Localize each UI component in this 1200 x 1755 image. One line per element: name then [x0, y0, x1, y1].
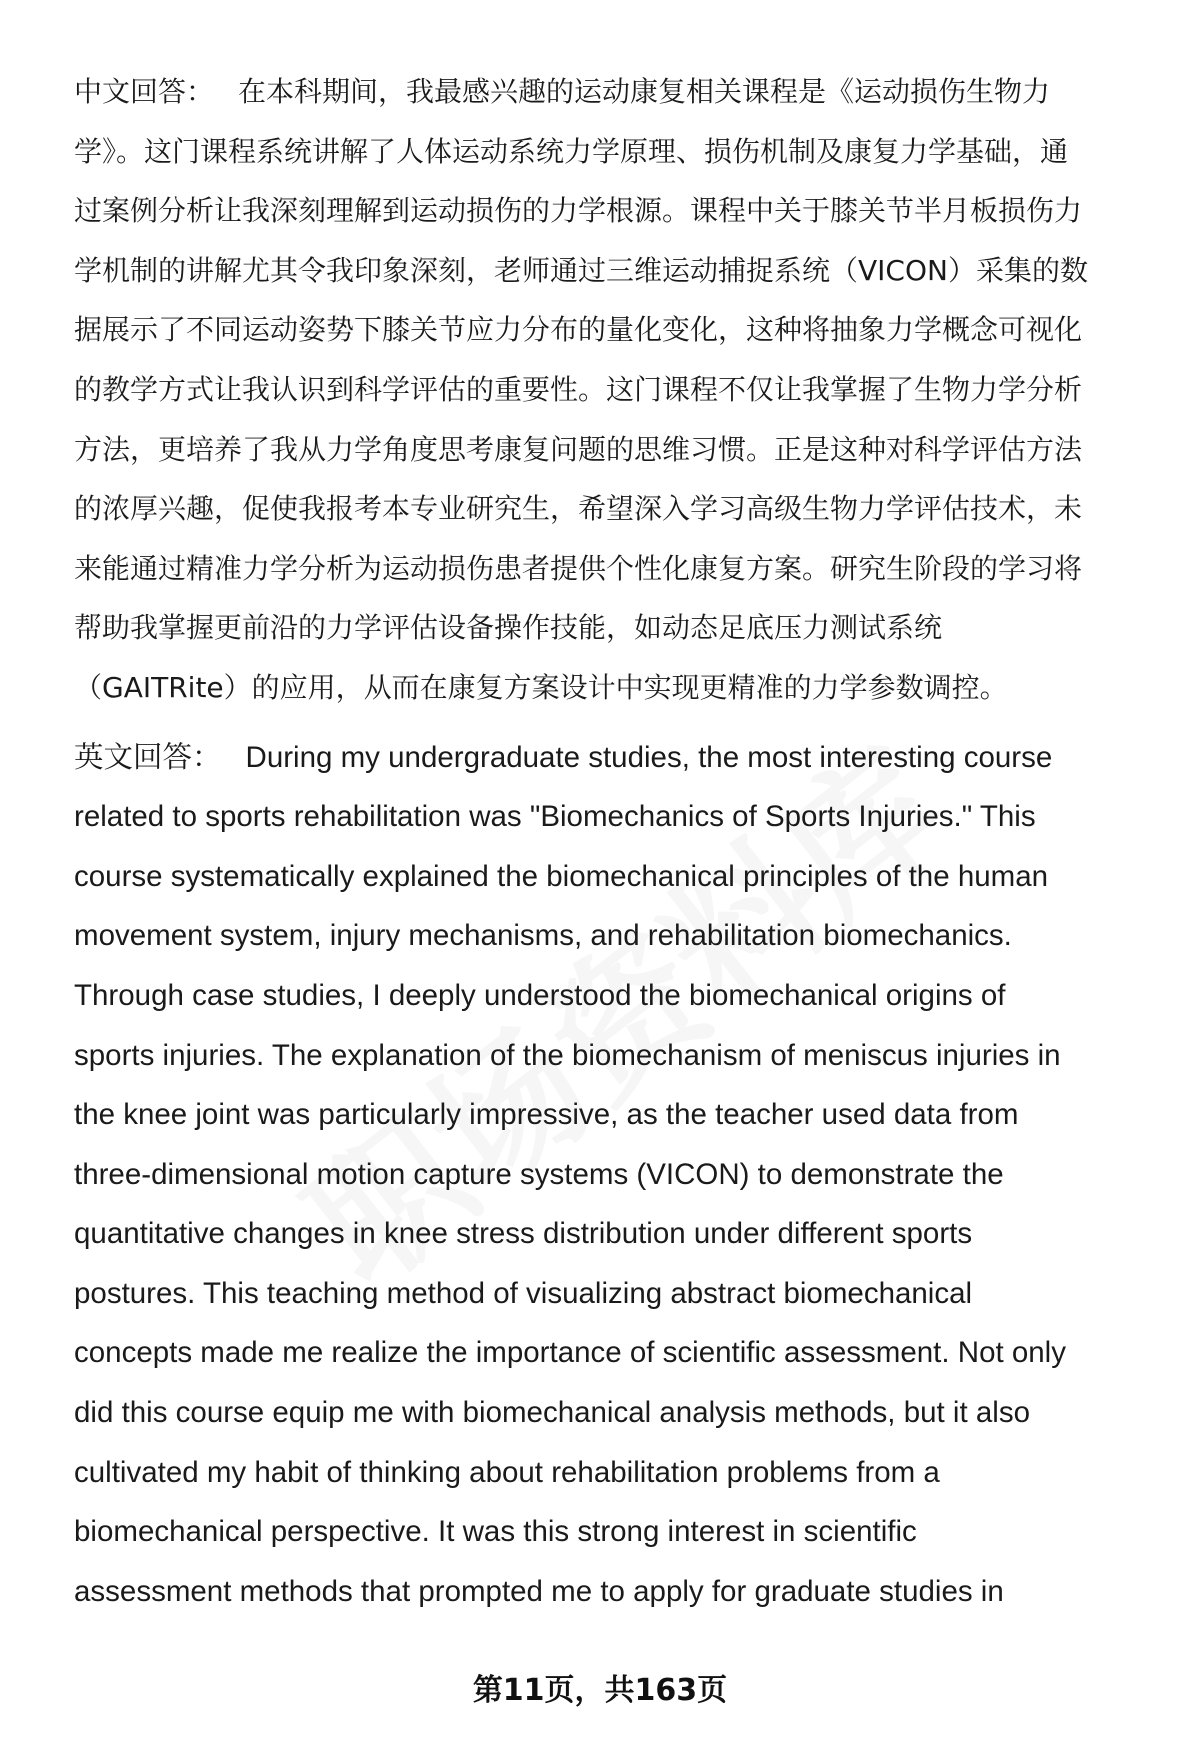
english-answer-line: did this course equip me with biomechanical analysis methods, but it also [74, 1396, 1030, 1430]
english-answer-line: movement system, injury mechanisms, and rehabilitation biomechanics. [74, 919, 1012, 953]
chinese-answer-line: 方法，更培养了我从力学角度思考康复问题的思维习惯。正是这种对科学评估方法 [74, 432, 1083, 466]
chinese-answer-line: 的浓厚兴趣，促使我报考本专业研究生，希望深入学习高级生物力学评估技术，未 [74, 492, 1083, 526]
english-answer-line: quantitative changes in knee stress distribution under different sports [74, 1217, 973, 1251]
english-answer-line: the knee joint was particularly impressive, as the teacher used data from [74, 1098, 1019, 1132]
english-answer-line: related to sports rehabilitation was "Biomechanics of Sports Injuries." This [74, 800, 1036, 834]
english-answer-text: During my undergraduate studies, the most interesting course [245, 740, 1053, 774]
chinese-answer-line: 帮助我掌握更前沿的力学评估设备操作技能，如动态足底压力测试系统 [74, 611, 943, 645]
english-answer-line: postures. This teaching method of visualizing abstract biomechanical [74, 1276, 973, 1310]
chinese-answer-line: 来能通过精准力学分析为运动损伤患者提供个性化康复方案。研究生阶段的学习将 [74, 551, 1083, 585]
chinese-answer-line: 过案例分析让我深刻理解到运动损伤的力学根源。课程中关于膝关节半月板损伤力 [74, 194, 1083, 228]
chinese-answer-line: 的教学方式让我认识到科学评估的重要性。这门课程不仅让我掌握了生物力学分析 [74, 372, 1083, 406]
document-content [74, 62, 1154, 1621]
english-answer-line-1 [74, 728, 1154, 788]
chinese-answer-text: 在本科期间，我最感兴趣的运动康复相关课程是《运动损伤生物力 [238, 75, 1051, 108]
chinese-answer-line: 学机制的讲解尤其令我印象深刻，老师通过三维运动捕捉系统（VICON）采集的数 [74, 253, 1088, 287]
english-answer-line: sports injuries. The explanation of the biomechanism of meniscus injuries in [74, 1038, 1061, 1072]
english-answer-paragraph [74, 728, 1154, 1622]
english-answer-line: biomechanical perspective. It was this strong interest in scientific [74, 1515, 917, 1549]
chinese-answer-line: 据展示了不同运动姿势下膝关节应力分布的量化变化，这种将抽象力学概念可视化 [74, 313, 1083, 347]
chinese-answer-line: 学》。这门课程系统讲解了人体运动系统力学原理、损伤机制及康复力学基础，通 [74, 134, 1069, 168]
page-number-footer: 第11页，共163页 [472, 1673, 728, 1708]
chinese-answer-paragraph [74, 62, 1154, 718]
english-answer-line: concepts made me realize the importance of scientific assessment. Not only [74, 1336, 1066, 1370]
english-answer-line: cultivated my habit of thinking about rehabilitation problems from a [74, 1455, 940, 1489]
english-answer-line: Through case studies, I deeply understood the biomechanical origins of [74, 978, 1006, 1012]
chinese-answer-line: （GAITRite）的应用，从而在康复方案设计中实现更精准的力学参数调控。 [74, 670, 1008, 704]
chinese-answer-line-1 [74, 62, 1154, 122]
chinese-answer-label: 中文回答： [74, 75, 215, 108]
english-answer-line: assessment methods that prompted me to apply for graduate studies in [74, 1574, 1004, 1608]
english-answer-label: 英文回答： [74, 740, 222, 774]
english-answer-line: three-dimensional motion capture systems (VICON) to demonstrate the [74, 1157, 1004, 1191]
english-answer-line: course systematically explained the biomechanical principles of the human [74, 859, 1049, 893]
